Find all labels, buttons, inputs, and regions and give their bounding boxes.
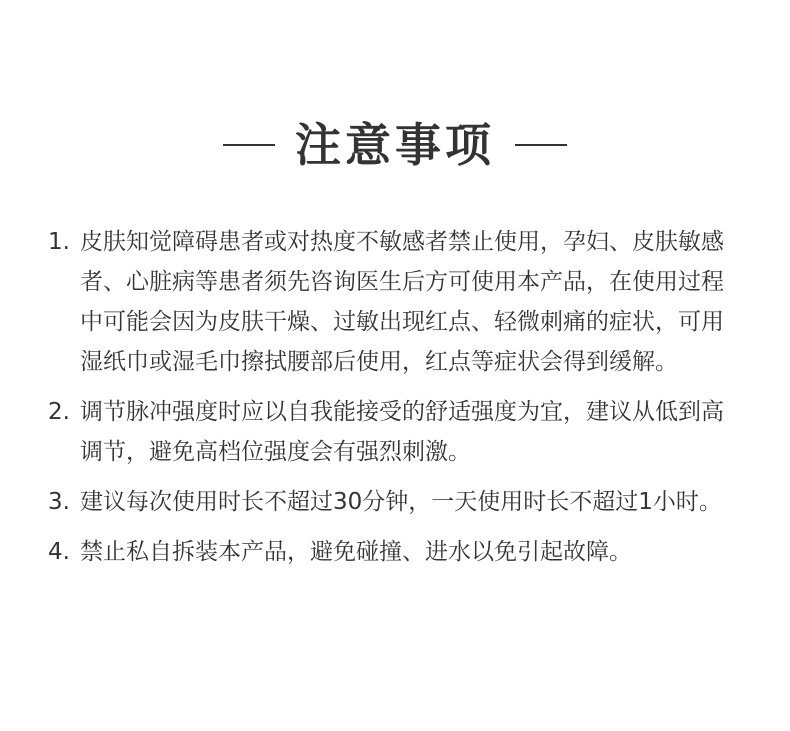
item-text: 禁止私自拆装本产品，避免碰撞、进水以免引起故障。 <box>80 539 632 565</box>
notice-list <box>46 222 746 582</box>
section-header <box>0 112 790 178</box>
item-number: 3. <box>48 489 70 515</box>
title-left-rule <box>223 144 275 146</box>
item-text: 调节脉冲强度时应以自我能接受的舒适强度为宜，建议从低到高调节，避免高档位强度会有强烈刺激。 <box>80 399 724 465</box>
item-text: 皮肤知觉障碍患者或对热度不敏感者禁止使用，孕妇、皮肤敏感者、心脏病等患者须先咨询医生后方可使用本产品，在使用过程中可能会因为皮肤干燥、过敏出现红点、轻微刺痛的症状，可用湿纸巾或湿毛巾擦拭腰部后使用，红点等症状会得到缓解。 <box>80 229 724 375</box>
list-item <box>46 392 746 472</box>
item-number: 1. <box>48 229 70 255</box>
item-number: 4. <box>48 539 70 565</box>
item-text: 建议每次使用时长不超过30分钟，一天使用时长不超过1小时。 <box>80 489 722 515</box>
item-number: 2. <box>48 399 70 425</box>
list-item <box>46 222 746 382</box>
title-right-rule <box>515 144 567 146</box>
page-title: 注意事项 <box>295 118 495 172</box>
list-item <box>46 482 746 522</box>
list-item <box>46 532 746 572</box>
